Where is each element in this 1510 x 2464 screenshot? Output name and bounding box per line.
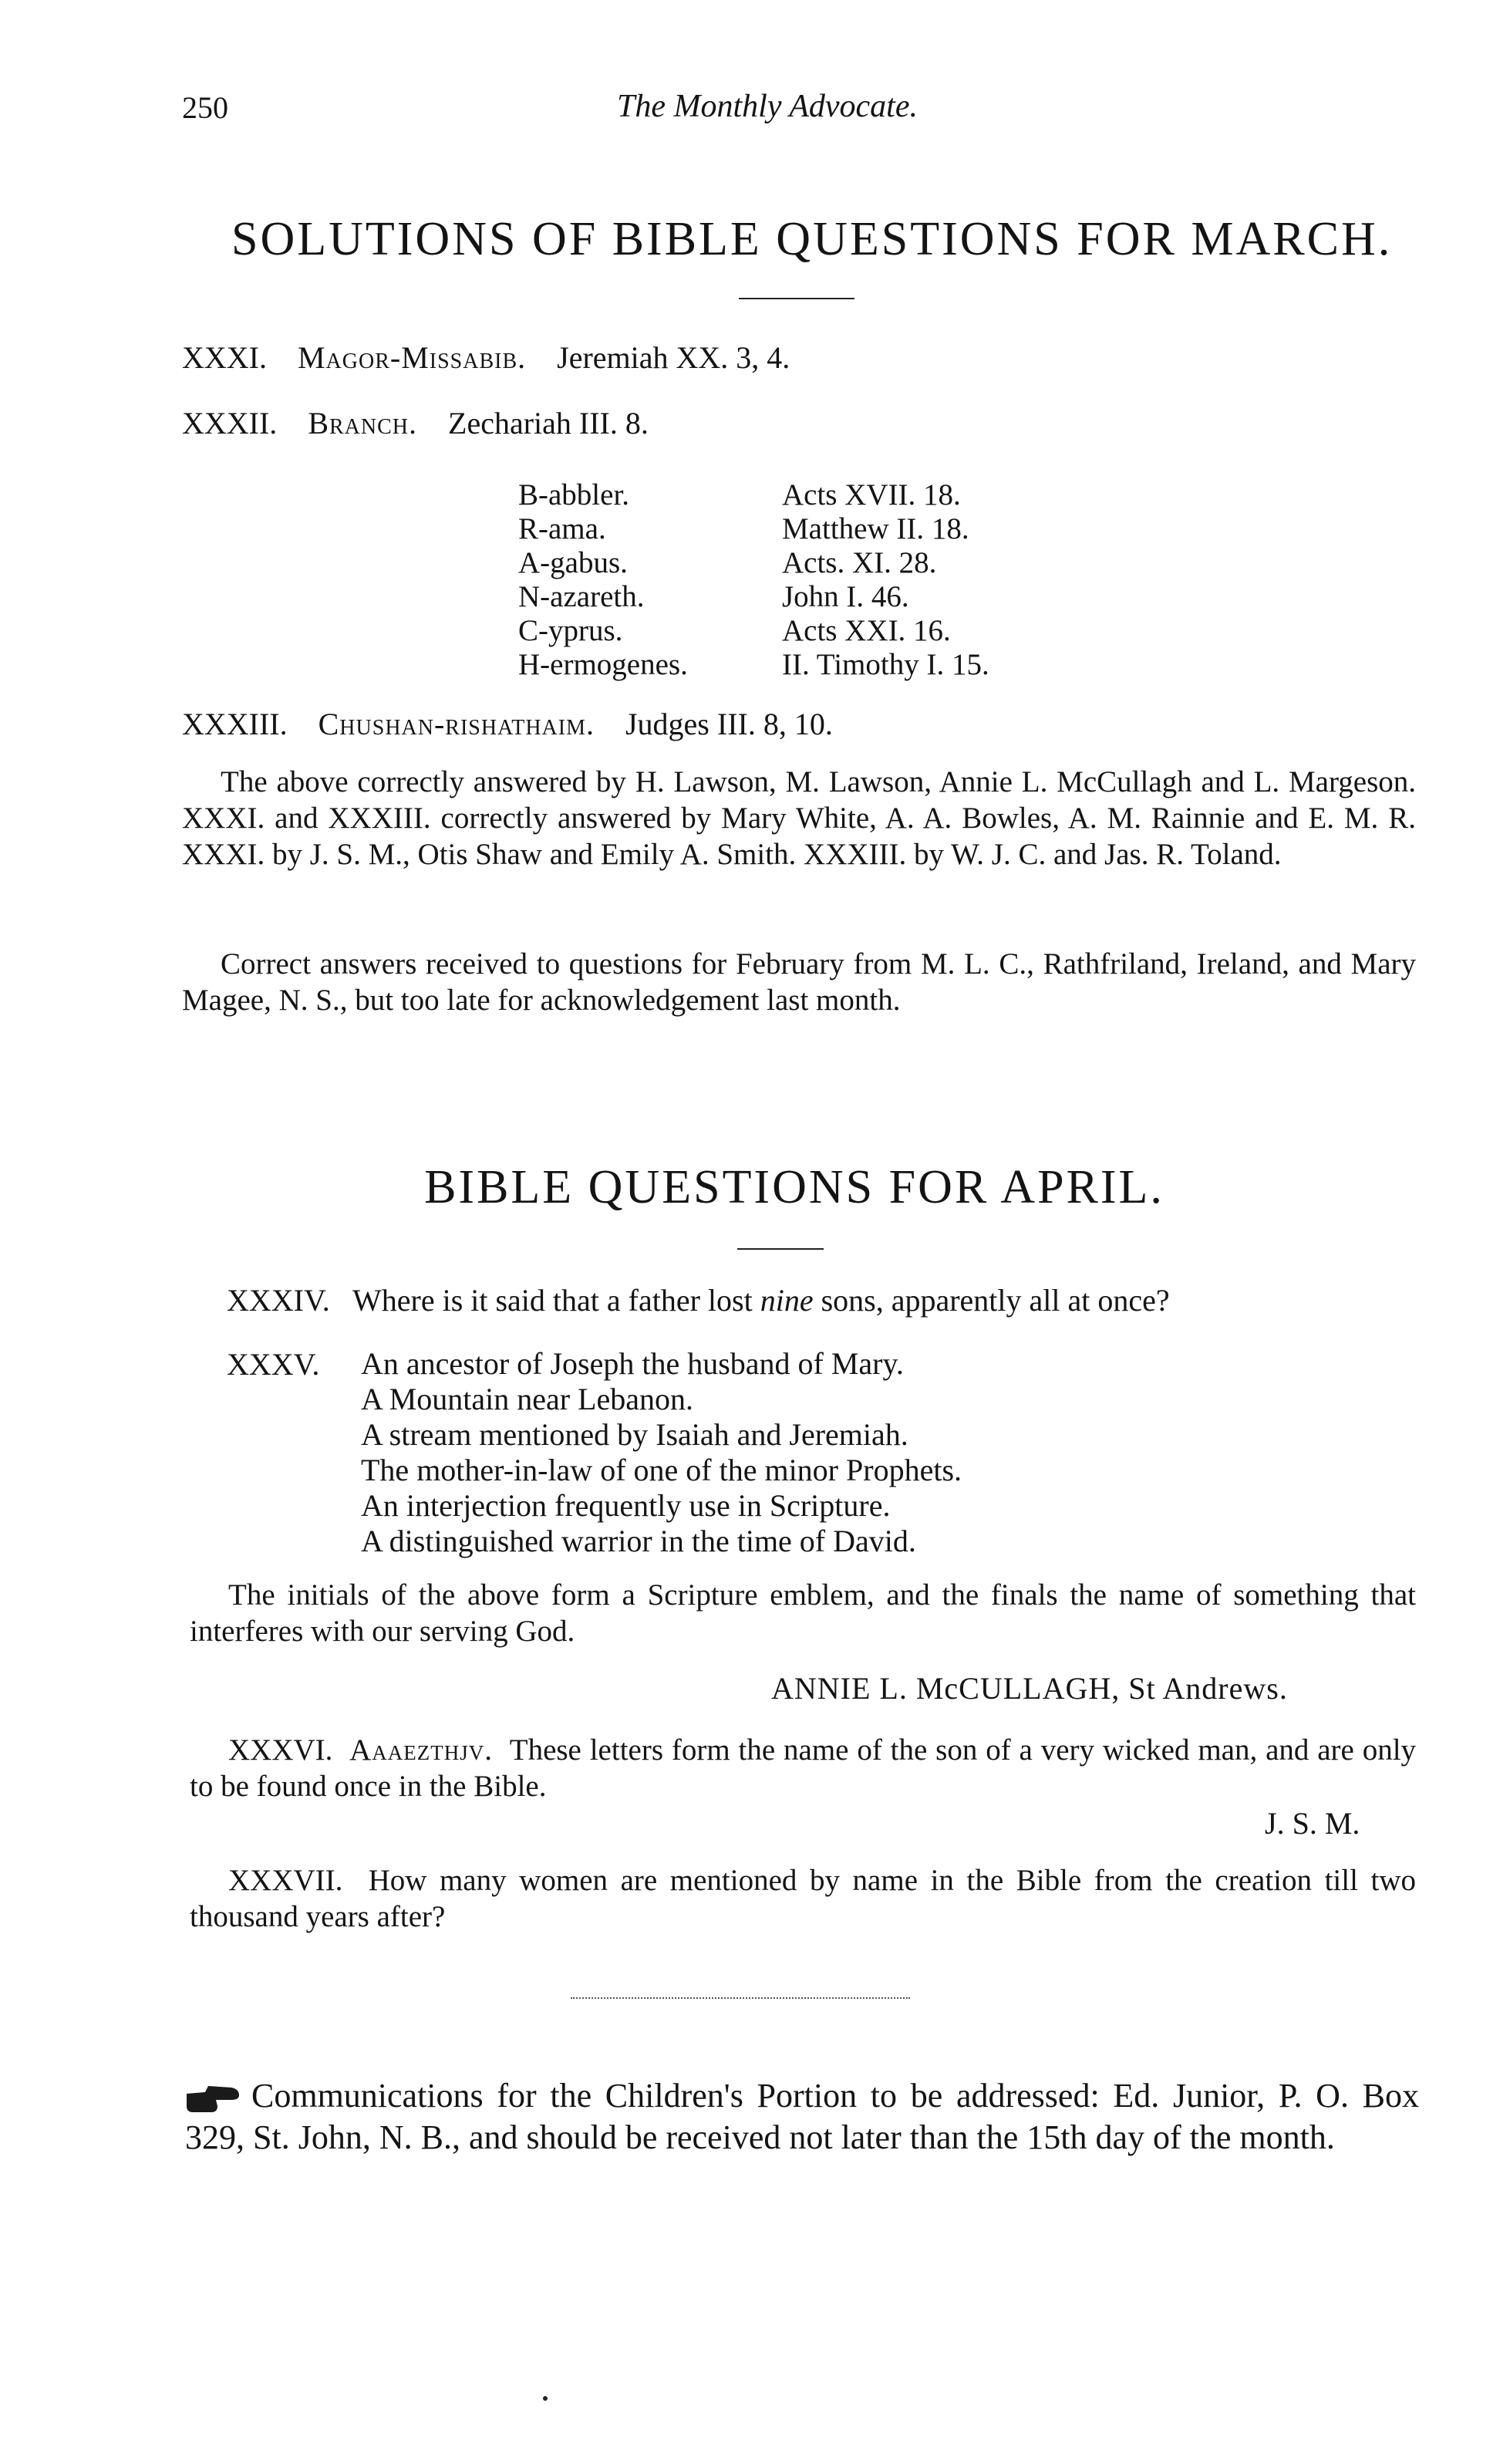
solution-reference: Jeremiah XX. 3, 4. (557, 340, 790, 375)
clue-line: An ancestor of Joseph the husband of Mary. (361, 1346, 904, 1381)
acrostic-word: C-yprus. (518, 614, 623, 647)
question-35-signature: ANNIE L. McCULLAGH, St Andrews. (771, 1671, 1288, 1706)
clue-line: The mother-in-law of one of the minor Prophets. (361, 1453, 962, 1487)
acrostic-table (518, 478, 989, 682)
question-text: sons, apparently all at once? (821, 1283, 1170, 1318)
solution-32 (182, 405, 649, 441)
acrostic-word: A-gabus. (518, 546, 628, 579)
questions-heading: BIBLE QUESTIONS FOR APRIL. (424, 1161, 1165, 1213)
acrostic-row (518, 580, 989, 614)
clue-line: An interjection frequently use in Scripture. (361, 1488, 891, 1523)
solution-number: XXXII. (182, 406, 278, 440)
acrostic-ref: Matthew II. 18. (782, 512, 969, 545)
question-text: Where is it said that a father lost (352, 1283, 753, 1318)
solution-33 (182, 706, 833, 742)
acrostic-ref: II. Timothy I. 15. (782, 648, 989, 681)
page-number: 250 (182, 90, 228, 125)
clue-line: A distinguished warrior in the time of David. (361, 1524, 916, 1558)
acrostic-ref: Acts. XI. 28. (782, 546, 937, 579)
solution-reference: Zechariah III. 8. (448, 406, 649, 440)
acrostic-ref: Acts XVII. 18. (782, 478, 961, 511)
question-number: XXXIV. (227, 1283, 330, 1318)
solution-number: XXXI. (182, 340, 267, 375)
acrostic-row (518, 478, 989, 512)
heading-rule (739, 298, 854, 299)
question-34 (227, 1282, 1170, 1318)
acrostic-word: H-ermogenes. (518, 648, 688, 681)
journal-title: The Monthly Advocate. (617, 89, 918, 124)
received-paragraph: Correct answers received to questions for February from M. L. C., Rathfriland, Ireland, and Mary Magee, N. S., but too late for acknowledgement last month. (182, 947, 1416, 1017)
question-37 (190, 1862, 1416, 1935)
notice-paragraph: Communications for the Children's Portion to be addressed: Ed. Junior, P. O. Box 329, St. John, N. B., and should be received not later than the 15th day of the month. (185, 2077, 1419, 2156)
question-number: XXXVII. (228, 1864, 343, 1897)
question-italic-word: nine (760, 1283, 814, 1318)
question-35-note: The initials of the above form a Scripture emblem, and the finals the name of something that interferes with our serving God. (190, 1578, 1416, 1648)
section-divider (571, 1997, 910, 1999)
question-36 (190, 1732, 1416, 1804)
solution-answer: Chushan-rishathaim. (318, 707, 595, 741)
question-number: XXXVI. (228, 1733, 333, 1767)
acrostic-ref: Acts XXI. 16. (782, 614, 951, 647)
clue-line: A stream mentioned by Isaiah and Jeremiah. (361, 1417, 908, 1452)
question-36-signature: J. S. M. (1265, 1806, 1360, 1841)
heading-rule (737, 1248, 824, 1250)
answered-paragraph: The above correctly answered by H. Lawson, M. Lawson, Annie L. McCullagh and L. Margeson. XXXI. and XXXIII. correctly answered by Mary White, A. A. Bowles, A. M. Rainnie and E. M. R. XXXI. by J. S. M., Otis Shaw and Emily A. Smith. XXXIII. by W. J. C. and Jas. R. Toland. (182, 765, 1416, 871)
solutions-heading: SOLUTIONS OF BIBLE QUESTIONS FOR MARCH. (231, 213, 1393, 265)
solution-number: XXXIII. (182, 707, 288, 741)
question-35-clues (361, 1346, 962, 1559)
acrostic-word: R-ama. (518, 512, 606, 545)
question-text: These letters form the name of the son of a very wicked man, and are only to be found once in the Bible. (190, 1733, 1417, 1803)
solution-31 (182, 339, 790, 376)
acrostic-row (518, 614, 989, 648)
acrostic-row (518, 546, 989, 580)
question-text: How many women are mentioned by name in the Bible from the creation till two thousand years after? (190, 1864, 1417, 1933)
solution-answer: Branch. (308, 406, 418, 440)
question-35-number: XXXV. (227, 1347, 320, 1382)
acrostic-ref: John I. 46. (782, 580, 909, 613)
acrostic-word: N-azareth. (518, 580, 645, 613)
question-letters: Aaaezthjv. (349, 1733, 494, 1767)
printer-dot (543, 2396, 548, 2401)
clue-line: A Mountain near Lebanon. (361, 1382, 693, 1416)
acrostic-word: B-abbler. (518, 478, 630, 511)
acrostic-row (518, 512, 989, 546)
acrostic-row (518, 648, 989, 682)
solution-answer: Magor-Missabib. (297, 340, 527, 375)
solution-reference: Judges III. 8, 10. (625, 707, 833, 741)
